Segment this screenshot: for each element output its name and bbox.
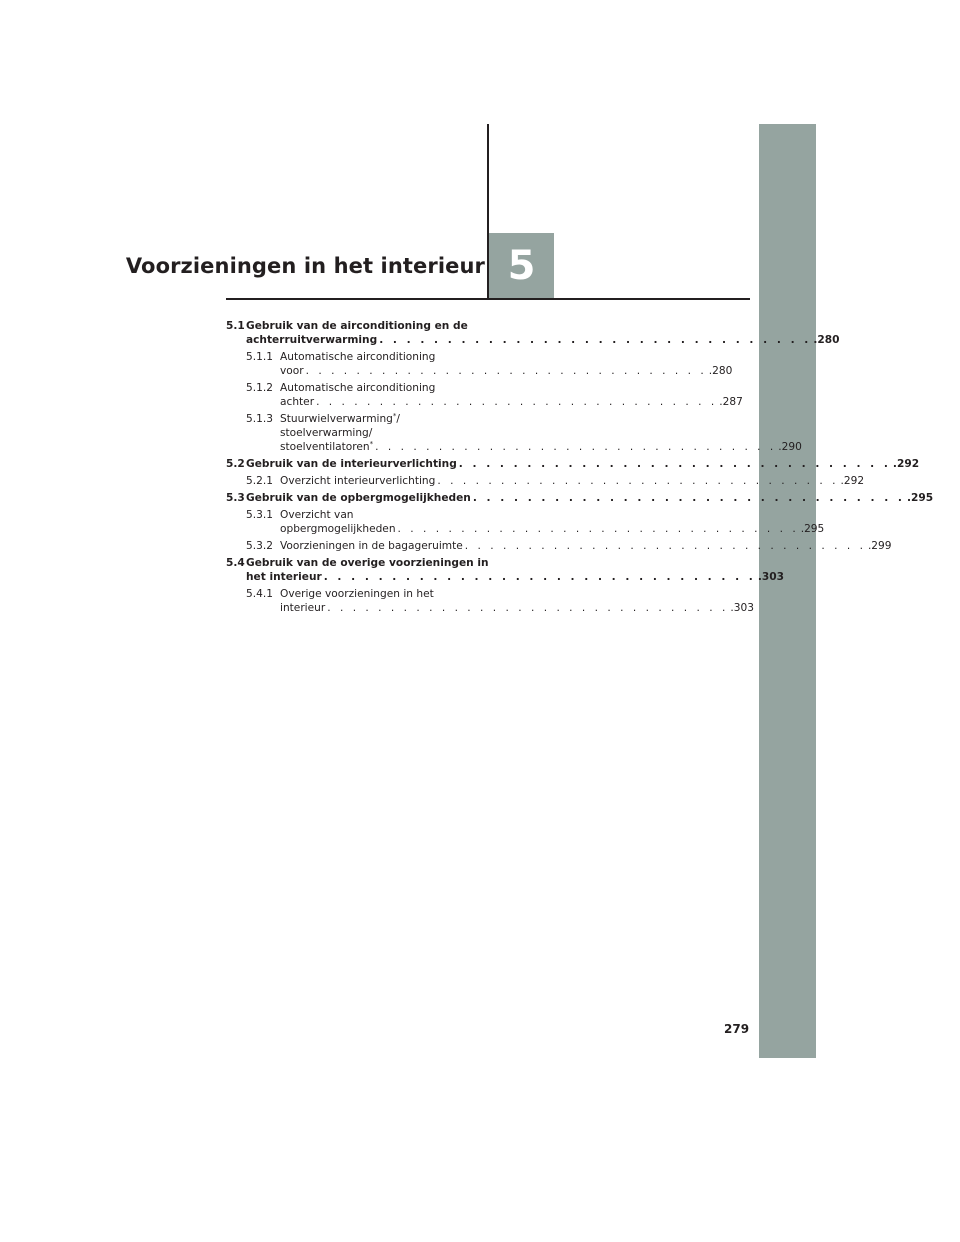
- toc-entry-5-4[interactable]: [226, 556, 784, 584]
- toc-entry-5-2-1[interactable]: [226, 474, 865, 488]
- entry-title: het interieur: [246, 571, 322, 583]
- entry-title-line: Overzicht van: [280, 509, 354, 521]
- entry-title-line: Automatische airconditioning: [280, 382, 436, 394]
- page-reference: .292: [892, 458, 920, 470]
- toc-entry-5-3[interactable]: [226, 491, 934, 505]
- entry-title-line: Overige voorzieningen in het: [280, 588, 434, 600]
- toc-entry-5-3-2[interactable]: [226, 539, 892, 553]
- page-reference: .280: [813, 334, 840, 346]
- dot-leader: . . . . . . . . . . . . . . . . . . . . . . . . . . . . . . . .: [397, 523, 799, 535]
- optional-equipment-mark: *: [392, 412, 397, 420]
- dot-leader: . . . . . . . . . . . . . . . . . . . . . . . . . . . . . . . .: [472, 492, 905, 504]
- toc-entry-5-2[interactable]: [226, 457, 920, 471]
- dot-leader: . . . . . . . . . . . . . . . . . . . . . . . . . . . . . . . .: [379, 334, 812, 346]
- entry-title: Overzicht interieurverlichting: [280, 475, 436, 487]
- entry-title: Voorzieningen in de bagageruimte: [280, 540, 463, 552]
- section-number: 5.4: [226, 557, 245, 569]
- entry-title: Gebruik van de interieurverlichting: [246, 458, 457, 470]
- toc-entry-5-1-2[interactable]: [226, 381, 743, 409]
- page-reference: .295: [800, 523, 825, 535]
- dot-leader: . . . . . . . . . . . . . . . . . . . . . . . . . . . . . . . .: [375, 441, 777, 453]
- entry-title: voor: [280, 365, 304, 377]
- entry-title-part: /: [396, 413, 400, 425]
- dot-leader: . . . . . . . . . . . . . . . . . . . . . . . . . . . . . . . .: [327, 602, 729, 614]
- entry-title-line: [280, 412, 466, 426]
- page-number: 279: [724, 1022, 750, 1036]
- section-number: 5.1.1: [246, 351, 273, 363]
- page-reference: .292: [840, 475, 865, 487]
- section-number: 5.3.1: [246, 509, 273, 521]
- entry-title: achterruitverwarming: [246, 334, 378, 346]
- page-reference: .303: [730, 602, 754, 614]
- page-reference: .280: [708, 365, 733, 377]
- chapter-side-tab: [759, 124, 816, 1058]
- dot-leader: . . . . . . . . . . . . . . . . . . . . . . . . . . . . . . . .: [316, 396, 718, 408]
- toc-entry-5-1-3[interactable]: [226, 412, 802, 454]
- table-of-contents: [226, 319, 934, 615]
- dot-leader: . . . . . . . . . . . . . . . . . . . . . . . . . . . . . . . .: [305, 365, 707, 377]
- section-number: 5.3.2: [246, 540, 273, 552]
- chapter-title: Voorzieningen in het interieur: [125, 254, 485, 278]
- entry-title: Gebruik van de opbergmogelijkheden: [246, 492, 471, 504]
- entry-title: stoelventilatoren: [280, 441, 370, 453]
- header-horizontal-rule: [226, 298, 750, 300]
- entry-title-line: Gebruik van de airconditioning en de: [246, 320, 468, 332]
- section-number: 5.3: [226, 492, 245, 504]
- toc-entry-5-1[interactable]: [226, 319, 840, 347]
- entry-title-part: Stuurwielverwarming: [280, 413, 393, 425]
- dot-leader: . . . . . . . . . . . . . . . . . . . . . . . . . . . . . . . .: [323, 571, 756, 583]
- page-reference: .303: [757, 571, 784, 583]
- section-number: 5.4.1: [246, 588, 273, 600]
- chapter-number-box: 5: [489, 233, 554, 298]
- section-number: 5.1.3: [246, 413, 273, 425]
- entry-title: opbergmogelijkheden: [280, 523, 396, 535]
- optional-equipment-mark: *: [369, 440, 374, 448]
- entry-title: achter: [280, 396, 315, 408]
- dot-leader: . . . . . . . . . . . . . . . . . . . . . . . . . . . . . . . .: [458, 458, 891, 470]
- page-reference: .290: [778, 441, 802, 453]
- toc-entry-5-4-1[interactable]: [226, 587, 754, 615]
- page-reference: .299: [867, 540, 892, 552]
- entry-title-line: Automatische airconditioning: [280, 351, 436, 363]
- entry-title-line: Gebruik van de overige voorzieningen in: [246, 557, 489, 569]
- entry-title-line: stoelverwarming/: [280, 427, 373, 439]
- section-number: 5.2: [226, 458, 245, 470]
- section-number: 5.2.1: [246, 475, 273, 487]
- page-reference: .287: [719, 396, 743, 408]
- entry-title: interieur: [280, 602, 326, 614]
- toc-entry-5-3-1[interactable]: [226, 508, 825, 536]
- section-number: 5.1: [226, 320, 245, 332]
- page-reference: .295: [906, 492, 934, 504]
- dot-leader: . . . . . . . . . . . . . . . . . . . . . . . . . . . . . . . .: [437, 475, 839, 487]
- section-number: 5.1.2: [246, 382, 273, 394]
- dot-leader: . . . . . . . . . . . . . . . . . . . . . . . . . . . . . . . .: [464, 540, 866, 552]
- toc-entry-5-1-1[interactable]: [226, 350, 733, 378]
